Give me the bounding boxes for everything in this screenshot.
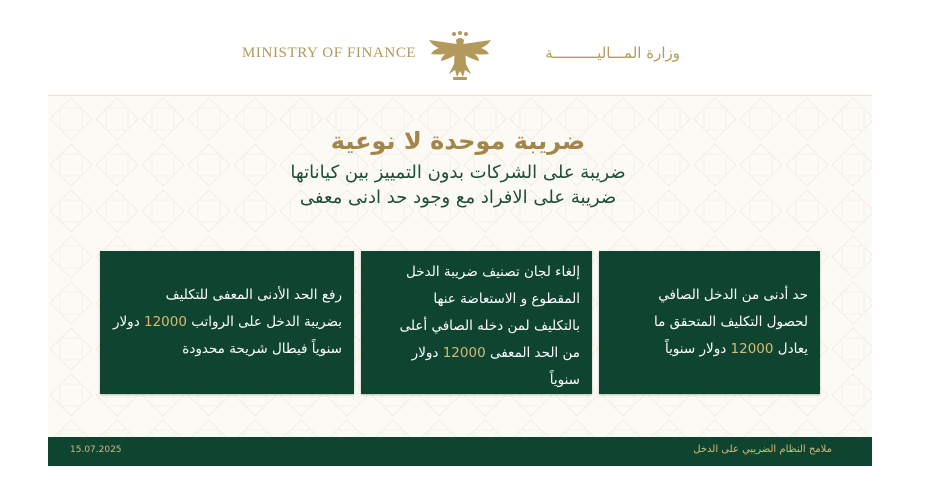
ministry-name-english: MINISTRY OF FINANCE [242,45,417,61]
slide-subtitle-companies: ضريبة على الشركات بدون التمييز بين كياناتها [290,162,626,183]
info-card-net-income-minimum [599,251,820,394]
eagle-emblem-icon [427,30,493,82]
footer-bar [48,437,872,466]
header [0,0,928,95]
amount-highlight: 12000 [730,341,774,357]
slide-content [48,95,872,438]
card-line: حد أدنى من الدخل الصافي [658,287,808,303]
slide-title: ضريبة موحدة لا نوعية [330,127,586,155]
card-line: من الحد المعفى 12000 دولار [411,345,580,361]
card-line: رفع الحد الأدنى المعفى للتكليف [165,287,342,303]
amount-highlight: 12000 [442,345,486,361]
card-line: لحصول التكليف المتحقق ما [654,314,808,330]
card-line: سنوياً فيطال شريحة محدودة [182,341,342,357]
footer-title: ملامح النظام الضريبي على الدخل [693,444,832,455]
amount-highlight: 12000 [144,314,187,330]
card-line: المقطوع و الاستعاضة عنها [433,291,580,307]
footer-date: 15.07.2025 [70,445,122,455]
slide-subtitle-individuals: ضريبة على الافراد مع وجود حد ادنى معفى [299,187,617,208]
card-line: سنوياً [549,372,580,388]
card-line: يعادل 12000 دولار سنوياً [664,341,808,357]
card-line: بالتكليف لمن دخله الصافي أعلى [399,318,580,334]
ministry-name-arabic: وزارة المـــاليــــــــــة [545,44,680,62]
info-card-committees [361,251,592,394]
card-line: بضريبة الدخل على الرواتب 12000 دولار [112,314,342,330]
info-card-salary-threshold [100,251,354,394]
card-line: إلغاء لجان تصنيف ضريبة الدخل [406,264,580,280]
